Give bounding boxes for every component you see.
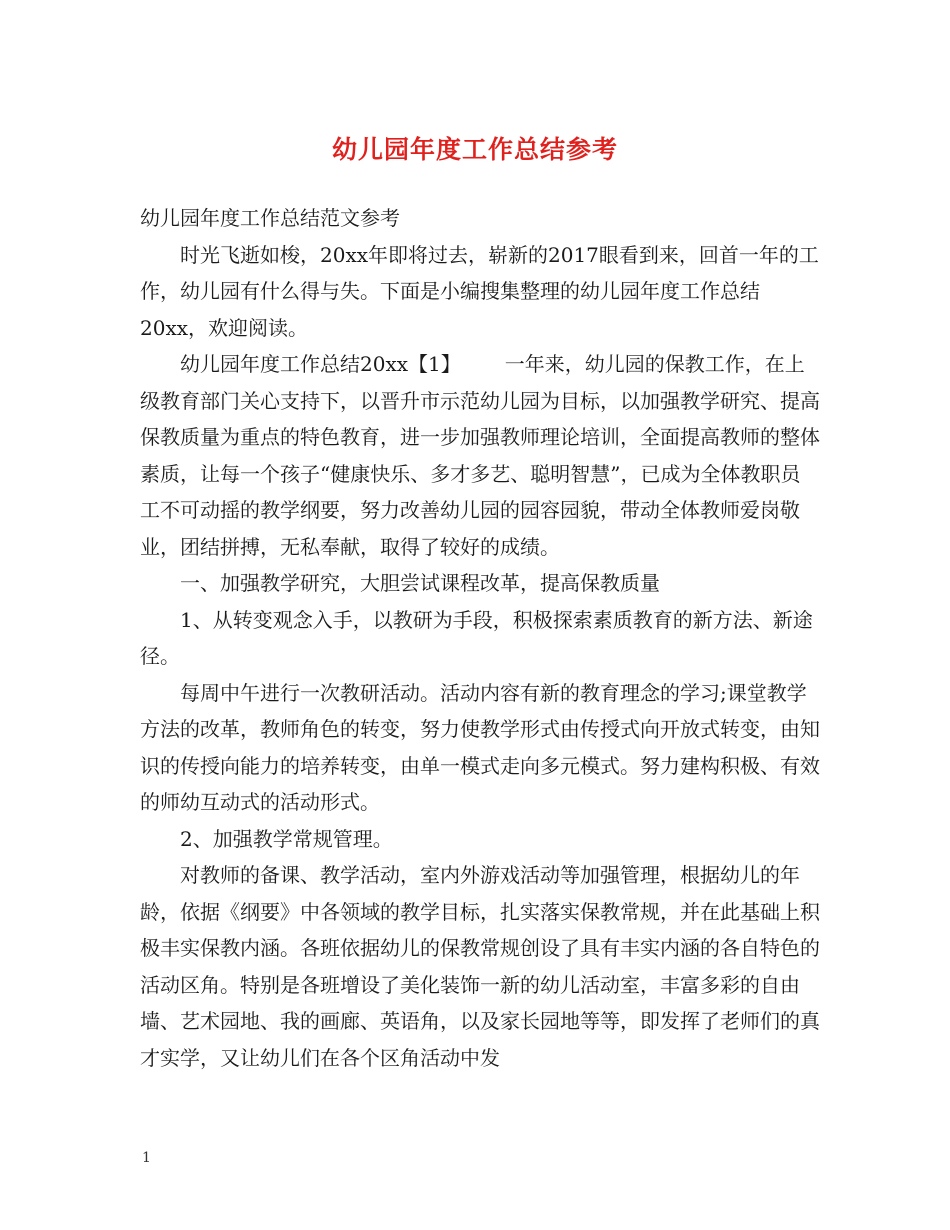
point-heading: 一、加强教学研究，大胆尝试课程改革，提高保教质量 [180, 571, 660, 595]
section-heading: 幼儿园年度工作总结20xx【1】 [180, 352, 461, 376]
intro-paragraph: 时光飞逝如梭，20xx年即将过去，崭新的2017眼看到来，回首一年的工作，幼儿园有什么得与失。下面是小编搜集整理的幼儿园年度工作总结20xx，欢迎阅读。 [140, 242, 819, 340]
item-2-heading: 2、加强教学常规管理。 [180, 826, 393, 851]
item-1-paragraph: 每周中午进行一次教研活动。活动内容有新的教育理念的学习;课堂教学方法的改革，教师角色的转变，努力使教学形式由传授式向开放式转变，由知识的传授向能力的培养转变，由单一模式走向多元模式。努力建构积极、有效的师幼互动式的活动形式。 [140, 680, 820, 814]
document-subtitle: 幼儿园年度工作总结范文参考 [140, 206, 400, 230]
page-number: 1 [142, 1150, 151, 1166]
item-1-heading: 1、从转变观念入手，以教研为手段，积极探索素质教育的新方法、新途径。 [140, 607, 813, 668]
document-body [140, 200, 820, 1076]
page-title: 幼儿园年度工作总结参考 [331, 135, 618, 164]
section-paragraph [140, 346, 820, 565]
item-2-paragraph: 对教师的备课、教学活动，室内外游戏活动等加强管理，根据幼儿的年龄，依据《纲要》中各领域的教学目标，扎实落实保教常规，并在此基础上积极丰实保教内涵。各班依据幼儿的保教常规创设了具有丰实内涵的各自特色的活动区角。特别是各班增设了美化装饰一新的幼儿活动室，丰富多彩的自由墙、艺术园地、我的画廊、英语角，以及家长园地等等，即发挥了老师们的真才实学，又让幼儿们在各个区角活动中发 [140, 863, 820, 1070]
section-body: 一年来，幼儿园的保教工作，在上级教育部门关心支持下，以晋升市示范幼儿园为目标，以加强教学研究、提高保教质量为重点的特色教育，进一步加强教师理论培训，全面提高教师的整体素质，让每一个孩子“健康快乐、多才多艺、聪明智慧”，已成为全体教职员工不可动摇的教学纲要，努力改善幼儿园的园容园貌，带动全体教师爱岗敬业，团结拼搏，无私奉献，取得了较好的成绩。 [140, 352, 820, 559]
